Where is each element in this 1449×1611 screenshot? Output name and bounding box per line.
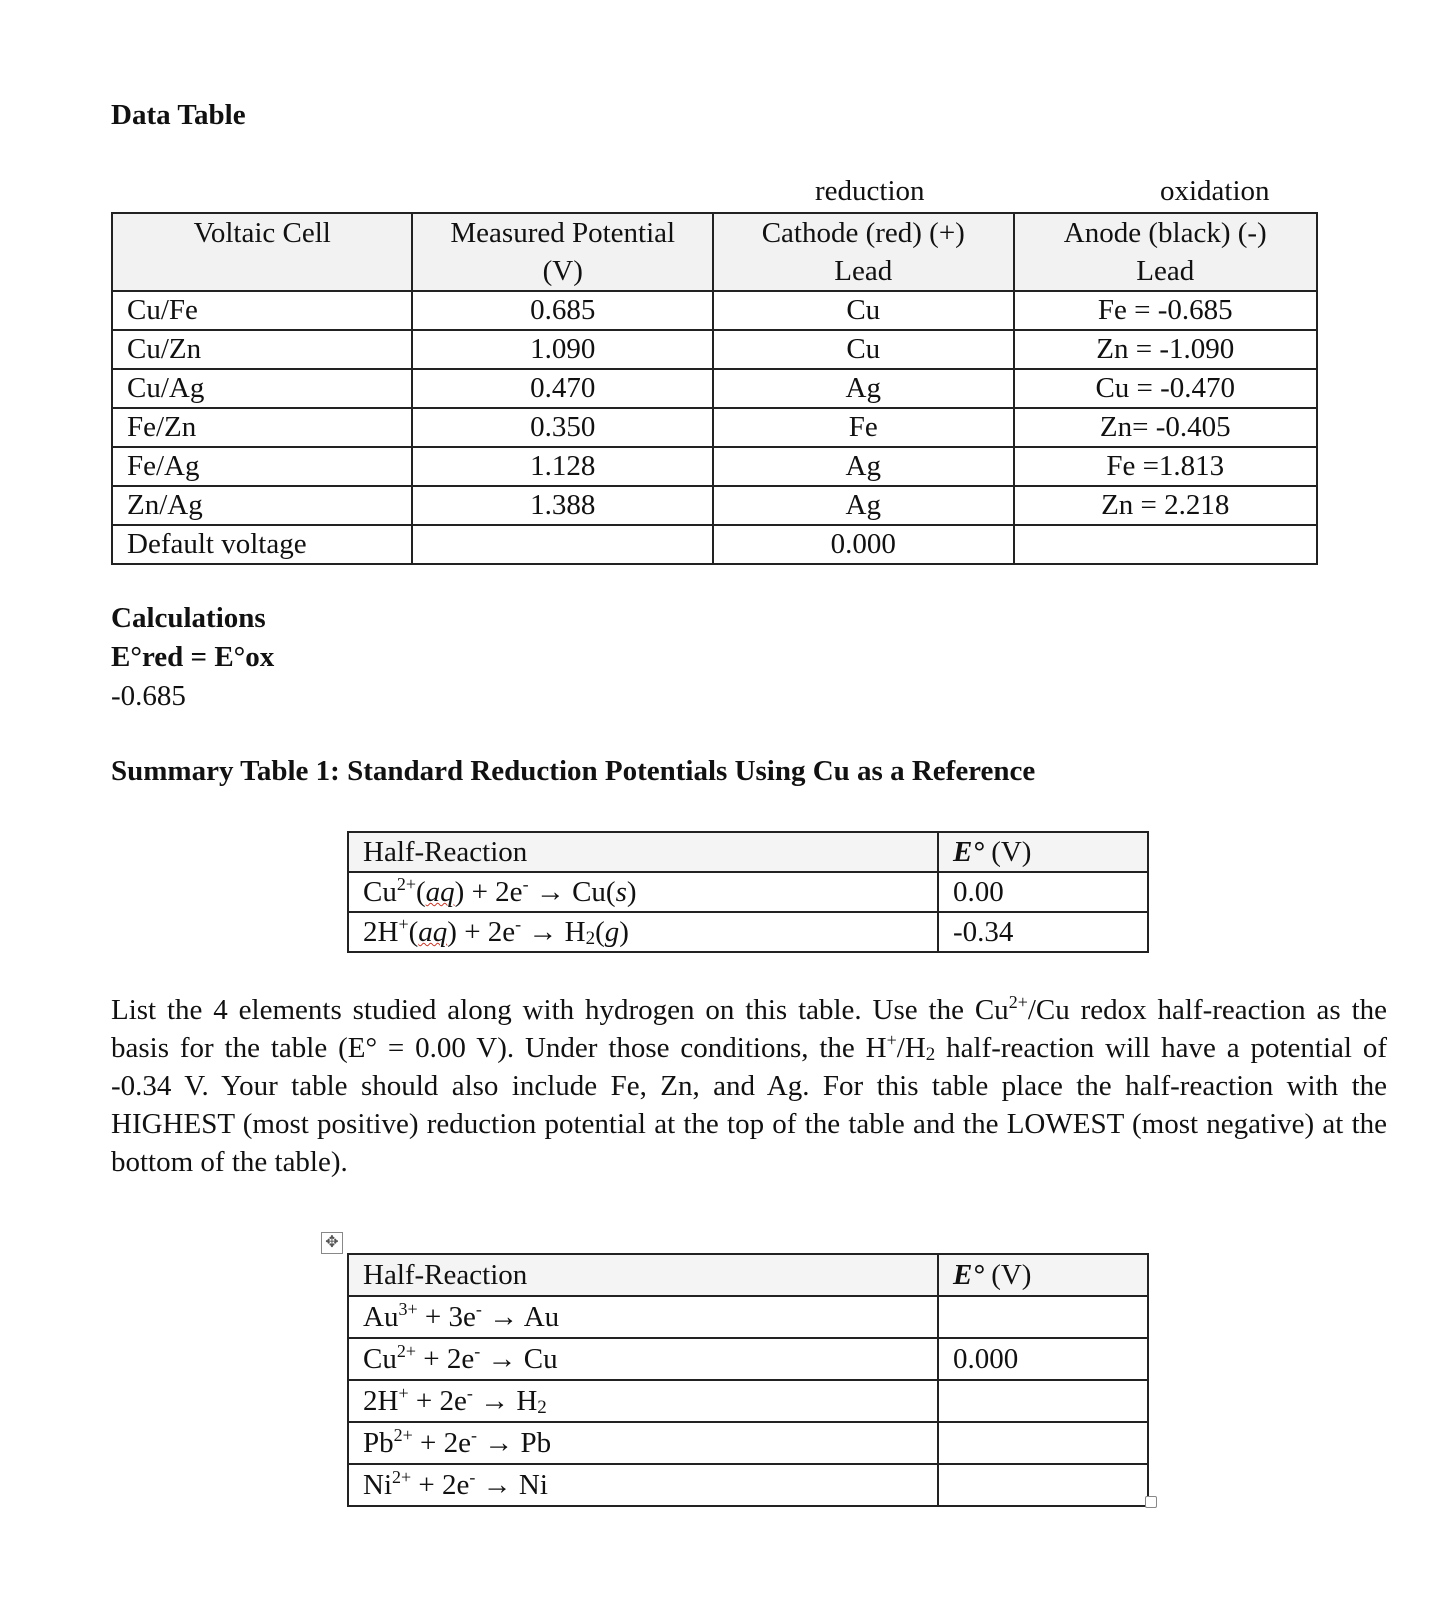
resize-handle-icon[interactable] (1145, 1496, 1157, 1508)
cell-cathode: 0.000 (713, 525, 1014, 564)
instructions-paragraph: List the 4 elements studied along with hydrogen on this table. Use the $Cu^{2+}/Cu$ redox half-reaction as the basis for the table (E° = 0.00 V). Under those conditions, the $H^+/H_2$ half-reaction will have a potential of -0.34 V. Your table should also include Fe, Zn, and Ag. For this table place the half-reaction with the HIGHEST (most positive) reduction potential at the top of the table and the LOWEST (most negative) at the bottom of the table). (111, 992, 1387, 1178)
potential-au[interactable] (938, 1296, 1148, 1338)
header-e-volts: E° (V) (938, 832, 1148, 872)
summary-table-header (348, 832, 1148, 872)
half-reaction-au: $Au^{3+} + 3e^- \to Au$ (348, 1296, 938, 1338)
table-row (112, 525, 1317, 564)
cell-potential: 0.470 (412, 369, 713, 408)
cell-potential: 0.350 (412, 408, 713, 447)
header-cathode: Cathode (red) (+) Lead (713, 213, 1014, 291)
cell-anode (1014, 525, 1317, 564)
cell-potential (412, 525, 713, 564)
summary-table-1 (347, 831, 1149, 953)
data-table-header (112, 213, 1317, 291)
table-row (112, 291, 1317, 330)
cell-anode: Fe = -0.685 (1014, 291, 1317, 330)
cell-voltaic: Fe/Zn (112, 408, 412, 447)
cell-cathode: Ag (713, 369, 1014, 408)
cell-potential: 1.128 (412, 447, 713, 486)
cell-anode: Fe =1.813 (1014, 447, 1317, 486)
half-reaction-h: $2H^+ + 2e^- \to H_2$ (348, 1380, 938, 1422)
cell-voltaic: Cu/Ag (112, 369, 412, 408)
data-table (111, 212, 1318, 565)
cell-cathode: Ag (713, 486, 1014, 525)
cell-anode: Zn = 2.218 (1014, 486, 1317, 525)
potential-cu[interactable]: 0.000 (938, 1338, 1148, 1380)
cell-anode: Cu = -0.470 (1014, 369, 1317, 408)
cell-anode: Zn = -1.090 (1014, 330, 1317, 369)
cell-cathode: Fe (713, 408, 1014, 447)
calculations-title: Calculations (111, 602, 266, 634)
summary-table-title: Summary Table 1: Standard Reduction Potentials Using Cu as a Reference (111, 755, 1036, 787)
half-reaction-cu: $Cu^{2+} + 2e^- \to Cu$ (348, 1338, 938, 1380)
table-row (112, 330, 1317, 369)
cell-voltaic: Default voltage (112, 525, 412, 564)
half-reaction-pb: $Pb^{2+} + 2e^- \to Pb$ (348, 1422, 938, 1464)
half-reaction-cu: $Cu^{2+}(aq) + 2e^- \to Cu(s)$ (348, 872, 938, 912)
cell-voltaic: Cu/Fe (112, 291, 412, 330)
table-row (348, 1422, 1148, 1464)
cell-anode: Zn= -0.405 (1014, 408, 1317, 447)
reduction-label: reduction (815, 175, 925, 207)
table-row (112, 369, 1317, 408)
table-row (348, 1380, 1148, 1422)
cell-potential: 0.685 (412, 291, 713, 330)
cell-cathode: Cu (713, 291, 1014, 330)
move-handle-icon[interactable]: ✥ (321, 1232, 343, 1254)
summary-table-2 (347, 1253, 1149, 1507)
summary-table-header (348, 1254, 1148, 1296)
cell-cathode: Ag (713, 447, 1014, 486)
potential-pb[interactable] (938, 1422, 1148, 1464)
header-half-reaction: Half-Reaction (348, 1254, 938, 1296)
header-anode: Anode (black) (-) Lead (1014, 213, 1317, 291)
calculations-formula: E°red = E°ox (111, 641, 275, 673)
header-half-reaction: Half-Reaction (348, 832, 938, 872)
header-measured-potential: Measured Potential (V) (412, 213, 713, 291)
half-reaction-h: $2H^+(aq) + 2e^- \to H_2(g)$ (348, 912, 938, 952)
table-row (112, 447, 1317, 486)
oxidation-label: oxidation (1160, 175, 1270, 207)
calculations-value: -0.685 (111, 680, 186, 712)
table-row (348, 1296, 1148, 1338)
table-row (348, 912, 1148, 952)
cell-voltaic: Fe/Ag (112, 447, 412, 486)
cell-voltaic: Zn/Ag (112, 486, 412, 525)
table-row (348, 1338, 1148, 1380)
potential-cu: 0.00 (938, 872, 1148, 912)
cell-potential: 1.090 (412, 330, 713, 369)
header-e-volts: E° (V) (938, 1254, 1148, 1296)
cell-cathode: Cu (713, 330, 1014, 369)
half-reaction-ni: $Ni^{2+} + 2e^- \to Ni$ (348, 1464, 938, 1506)
table-row (348, 872, 1148, 912)
potential-ni[interactable] (938, 1464, 1148, 1506)
table-row (348, 1464, 1148, 1506)
table-row (112, 408, 1317, 447)
potential-h[interactable] (938, 1380, 1148, 1422)
cell-potential: 1.388 (412, 486, 713, 525)
cell-voltaic: Cu/Zn (112, 330, 412, 369)
table-row (112, 486, 1317, 525)
data-table-title: Data Table (111, 99, 246, 131)
header-voltaic-cell: Voltaic Cell (112, 213, 412, 291)
potential-h: -0.34 (938, 912, 1148, 952)
